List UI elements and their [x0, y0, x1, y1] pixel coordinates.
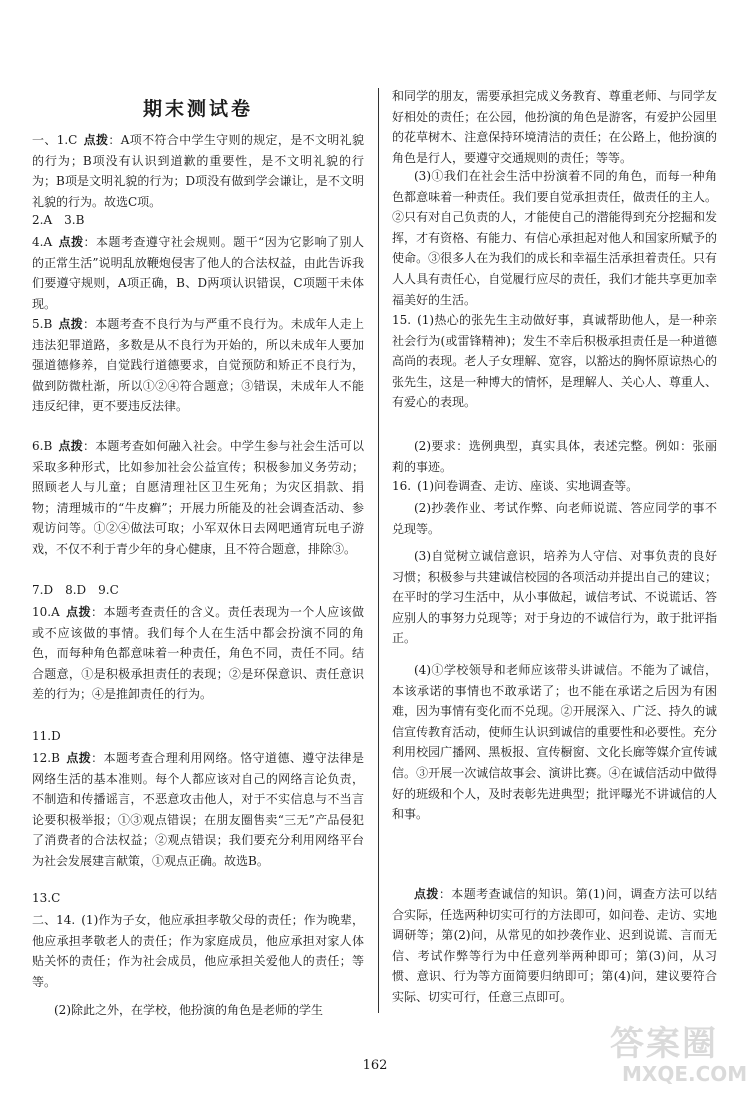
- left-answer-item: [32, 314, 364, 417]
- left-answer-item: [32, 726, 364, 747]
- answer-text: ：本题考查如何融入社会。中学生参与社会生活可以采取多种形式，比如参加社会公益宣传；积极参加义务劳动；照顾老人与儿童；自愿清理社区卫生死角；为灾区捐款、捐物；清理城市的“牛皮癣”；开展力所能及的社会调查活动、参观访问等。①②④做法可取；小军双休日去网吧通宵玩电子游戏，不仅不利于青少年的身心健康，且不符合题意，排除③。: [32, 439, 364, 556]
- page-number: 162: [362, 1058, 388, 1073]
- watermark-url: MXQE.COM: [622, 1062, 748, 1086]
- answer-text: (1)问卷调查、走访、座谈、实地调查等。: [417, 479, 639, 493]
- hint-tag: 点拨: [83, 133, 109, 147]
- question-number: 4.A: [32, 235, 53, 249]
- answer-text: ：本题考查诚信的知识。第(1)问，调查方法可以结合实际，任选两种切实可行的方法即可，如问卷、走访、实地调研等；第(2)问，从常见的如抄袭作业、迟到说谎、言而无信、考试作弊等行为中任意列举两种即可；第(3)问，从习惯、意识、行为等方面简要归纳即可；第(4)问，建议要符合实际、切实可行，任意三点即可。: [392, 887, 717, 1004]
- answer-text: (3)①我们在社会生活中扮演着不同的角色，而每一种角色都意味着一种责任。我们要自觉承担责任，做责任的主人。②只有对自己负责的人，才能使自己的潜能得到充分挖掘和发挥，才有资格、有能力、有信心承担起对他人和国家所赋予的使命。③很多人在为我们的成长和幸福生活承担着责任。只有人人具有责任心，自觉履行应尽的责任，我们才能共享更加幸福美好的生活。: [392, 169, 717, 307]
- answer-text: ：本题考查不良行为与严重不良行为。未成年人走上违法犯罪道路，多数是从不良行为开始的，所以未成年人要加强道德修养，自觉践行道德要求，自觉预防和矫正不良行为，做到防微杜渐，所以①②④符合题意；③错误，未成年人不能违反纪律，更不要违反法律。: [32, 317, 364, 414]
- right-answer-item: [392, 546, 717, 649]
- left-answer-item: [32, 748, 364, 872]
- question-number: 12.B: [32, 751, 60, 765]
- answer-text: (3)自觉树立诚信意识，培养为人守信、对事负责的良好习惯；积极参与共建诚信校园的各项活动并提出自己的建议；在平时的学习生活中，从小事做起，诚信考试、不说谎话、答应别人的事努力兑现等；对于身边的不诚信行为，敢于批评指正。: [392, 549, 717, 646]
- question-number: 10.A: [32, 605, 60, 619]
- watermark-logo: 答案圈: [610, 1024, 718, 1064]
- right-answer-item: [392, 476, 717, 497]
- right-answer-item: [392, 436, 717, 477]
- right-answer-item: [392, 660, 717, 825]
- answer-text: 和同学的朋友，需要承担完成义务教育、尊重老师、与同学友好相处的责任；在公园，他扮演的角色是游客，有爱护公园里的花草树木、注意保持环境清洁的责任；在公路上，他扮演的角色是行人，要遵守交通规则的责任；等等。: [392, 89, 717, 165]
- left-answer-item: [32, 580, 364, 601]
- left-answer-item: [32, 1000, 364, 1021]
- right-answer-item: [392, 166, 717, 310]
- left-answer-item: [32, 602, 364, 705]
- question-number: 二、14.: [32, 913, 76, 927]
- watermark: [600, 1010, 748, 1090]
- left-answer-item: [32, 130, 364, 212]
- question-number: 2.A 3.B: [32, 213, 85, 227]
- right-answer-item: [392, 310, 717, 413]
- question-number: 7.D 8.D 9.C: [32, 583, 119, 597]
- answer-text: (1)作为子女，他应承担孝敬父母的责任；作为晚辈，他应承担孝敬老人的责任；作为家庭成员，他应承担对家人体贴关怀的责任；作为社会成员，他应承担关爱他人的责任；等等。: [32, 913, 364, 989]
- hint-tag: 点拨: [65, 751, 92, 765]
- left-answer-item: [32, 436, 364, 560]
- left-answer-item: [32, 910, 364, 992]
- hint-tag: 点拨: [58, 439, 83, 453]
- column-divider: [378, 88, 379, 1013]
- question-number: 11.D: [32, 729, 61, 743]
- answer-text: ：本题考查责任的含义。责任表现为一个人应该做或不应该做的事情。我们每个人在生活中都会扮演不同的角色，而每种角色都意味着一种责任，角色不同，责任不同。结合题意，①是积极承担责任的表现；②是环保意识、责任意识差的行为；④是推卸责任的行为。: [32, 605, 364, 702]
- hint-tag: 点拨: [65, 605, 92, 619]
- question-number: 15.: [392, 313, 412, 327]
- question-number: 13.C: [32, 891, 61, 905]
- left-answer-item: [32, 210, 364, 231]
- answer-text: (2)要求：选例典型，真实具体，表述完整。例如：张丽莉的事迹。: [392, 439, 717, 474]
- hint-tag: 点拨: [58, 235, 84, 249]
- hint-tag: 点拨: [414, 887, 439, 901]
- answer-text: ：本题考查合理利用网络。恪守道德、遵守法律是网络生活的基本准则。每个人都应该对自己的网络言论负责，不制造和传播谣言，不恶意攻击他人，对于不实信息与不当言论要积极举报；①③观点错误；在朋友圈售卖“三无”产品侵犯了消费者的合法权益；②观点错误；我们要充分利用网络平台为社会发展建言献策，①观点正确。故选B。: [32, 751, 364, 868]
- question-number: 5.B: [32, 317, 53, 331]
- answer-text: ：A项不符合中学生守则的规定，是不文明礼貌的行为；B项没有认识到道歉的重要性，是不文明礼貌的行为；B项是文明礼貌的行为；D项没有做到学会谦让，是不文明礼貌的行为。故选C项。: [32, 133, 364, 209]
- left-answer-item: [32, 232, 364, 314]
- hint-tag: 点拨: [58, 317, 83, 331]
- answer-text: (2)抄袭作业、考试作弊、向老师说谎、答应同学的事不兑现等。: [392, 501, 717, 536]
- right-answer-item: [392, 86, 717, 168]
- page-title: 期末测试卷: [142, 98, 253, 120]
- question-number: 6.B: [32, 439, 53, 453]
- question-number: 一、1.C: [32, 133, 78, 147]
- right-answer-item: [392, 498, 717, 539]
- left-answer-item: [32, 888, 364, 909]
- answer-text: (2)除此之外，在学校，他扮演的角色是老师的学生: [54, 1003, 323, 1017]
- question-number: 16.: [392, 479, 412, 493]
- answer-text: (4)①学校领导和老师应该带头讲诚信。不能为了诚信，本该承诺的事情也不敢承诺了；也不能在承诺之后因为有困难，因为事情有变化而不兑现。②开展深入、广泛、持久的诚信宣传教育活动，使师生认识到诚信的重要性和必要性。充分利用校园广播网、黑板报、宣传橱窗、文化长廊等媒介宣传诚信。③开展一次诚信故事会、演讲比赛。④在诚信活动中做得好的班级和个人，及时表彰先进典型；批评曝光不讲诚信的人和事。: [392, 663, 717, 822]
- answer-text: (1)热心的张先生主动做好事，真诚帮助他人，是一种亲社会行为(或雷锋精神)；发生不幸后积极承担责任是一种道德高尚的表现。老人子女理解、宽容，以豁达的胸怀原谅热心的张先生，这是一种博大的情怀，是理解人、关心人、尊重人、有爱心的表现。: [392, 313, 717, 410]
- answer-text: ：本题考查遵守社会规则。题干“因为它影响了别人的正常生活”说明乱放鞭炮侵害了他人的合法权益，由此告诉我们要遵守规则，A项正确，B、D两项认识错误，C项题干未体现。: [32, 235, 364, 311]
- right-answer-item: [392, 884, 717, 1008]
